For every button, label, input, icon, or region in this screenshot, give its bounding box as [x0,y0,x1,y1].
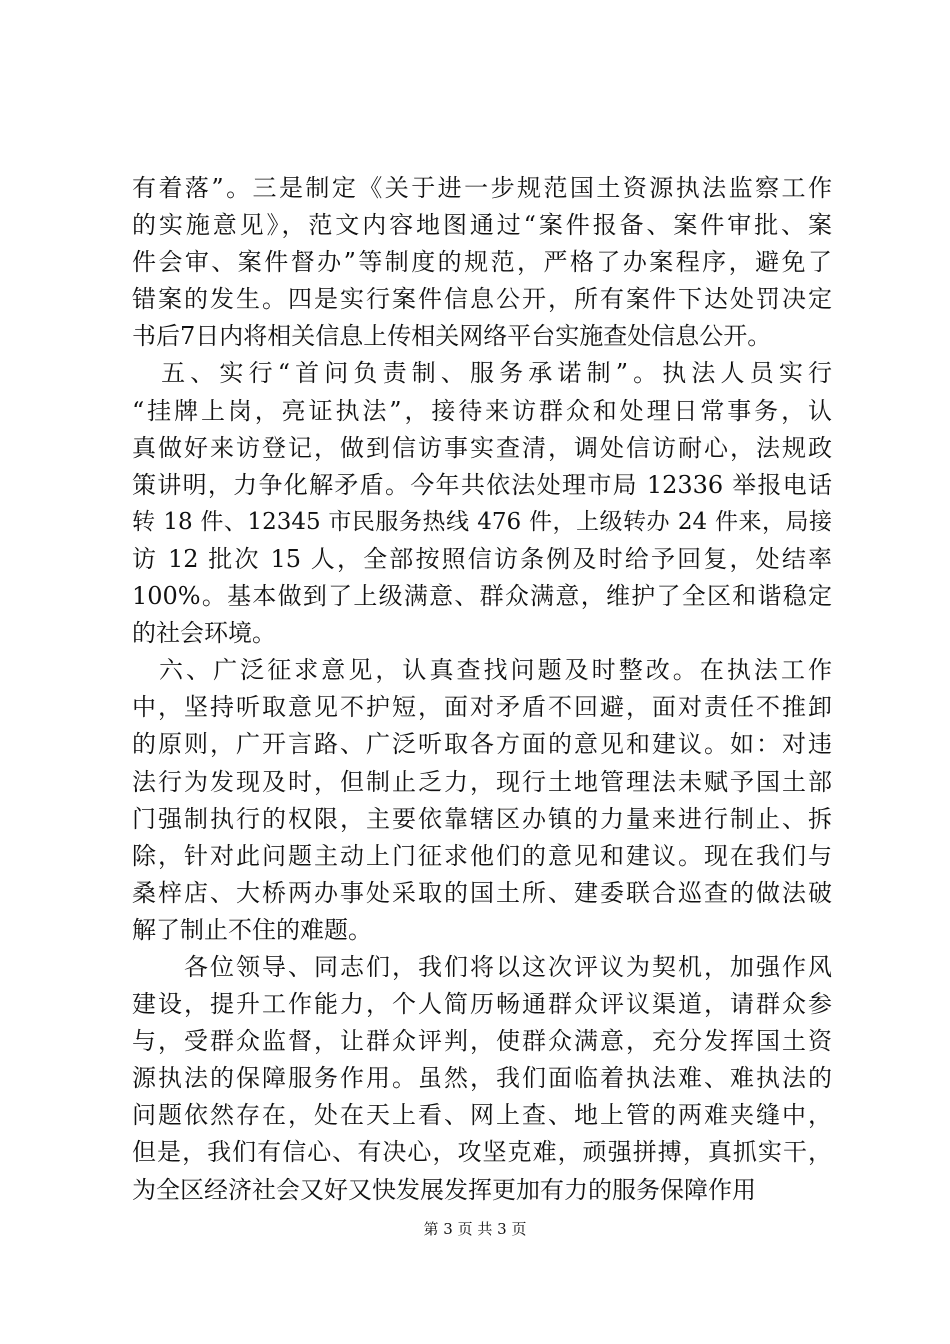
text-line: 但是，我们有信心、有决心，攻坚克难，顽强拼搏，真抓实干， [132,1138,832,1167]
text-line: 桑梓店、大桥两办事处采取的国土所、建委联合巡查的做法破 [132,878,832,907]
text-line: 为全区经济社会又好又快发展发挥更加有力的服务保障作用 [132,1175,756,1204]
text-line: 法行为发现及时，但制止乏力，现行土地管理法未赋予国土部 [132,767,832,796]
text-line: 有着落”。三是制定《关于进一步规范国土资源执法监察工作 [132,174,832,202]
text-line: 的社会环境。 [132,619,276,648]
text-line: 书后7日内将相关信息上传相关网络平台实施查处信息公开。 [132,322,772,351]
text-line: “挂牌上岗，亮证执法”，接待来访群众和处理日常事务，认 [132,396,832,425]
text-line: 问题依然存在，处在天上看、网上查、地上管的两难夹缝中， [132,1101,832,1130]
text-line: 解了制止不住的难题。 [132,915,372,944]
text-line: 六、广泛征求意见，认真查找问题及时整改。在执法工作 [132,656,832,685]
text-line: 中，坚持听取意见不护短，面对矛盾不回避，面对责任不推卸 [132,693,832,722]
text-line: 建设，提升工作能力，个人简历畅通群众评议渠道，请群众参 [132,990,832,1019]
text-line: 件会审、案件督办”等制度的规范，严格了办案程序，避免了 [132,248,832,277]
document-body [132,170,832,1209]
text-line: 源执法的保障服务作用。虽然，我们面临着执法难、难执法的 [132,1064,832,1093]
text-line: 五、实行“首问负责制、服务承诺制”。执法人员实行 [132,359,832,388]
text-line: 策讲明，力争化解矛盾。今年共依法处理市局 12336 举报电话 [132,470,832,499]
text-line: 除，针对此问题主动上门征求他们的意见和建议。现在我们与 [132,841,832,870]
page-footer: 第 3 页 共 3 页 [423,1220,527,1238]
text-line: 转 18 件、12345 市民服务热线 476 件，上级转办 24 件来，局接 [132,508,832,535]
text-line: 门强制执行的权限，主要依靠辖区办镇的力量来进行制止、拆 [132,804,832,833]
text-line: 错案的发生。四是实行案件信息公开，所有案件下达处罚决定 [132,285,832,314]
text-line: 访 12 批次 15 人，全部按照信访条例及时给予回复，处结率 [132,544,832,573]
text-line: 100%。基本做到了上级满意、群众满意，维护了全区和谐稳定 [132,582,832,611]
text-line: 的实施意见》，范文内容地图通过“案件报备、案件审批、案 [132,211,832,240]
text-line: 各位领导、同志们，我们将以这次评议为契机，加强作风 [132,952,832,981]
text-line: 真做好来访登记，做到信访事实查清，调处信访耐心，法规政 [132,433,832,462]
text-line: 与，受群众监督，让群众评判，使群众满意，充分发挥国土资 [132,1027,832,1056]
text-line: 的原则，广开言路、广泛听取各方面的意见和建议。如：对违 [132,730,832,759]
